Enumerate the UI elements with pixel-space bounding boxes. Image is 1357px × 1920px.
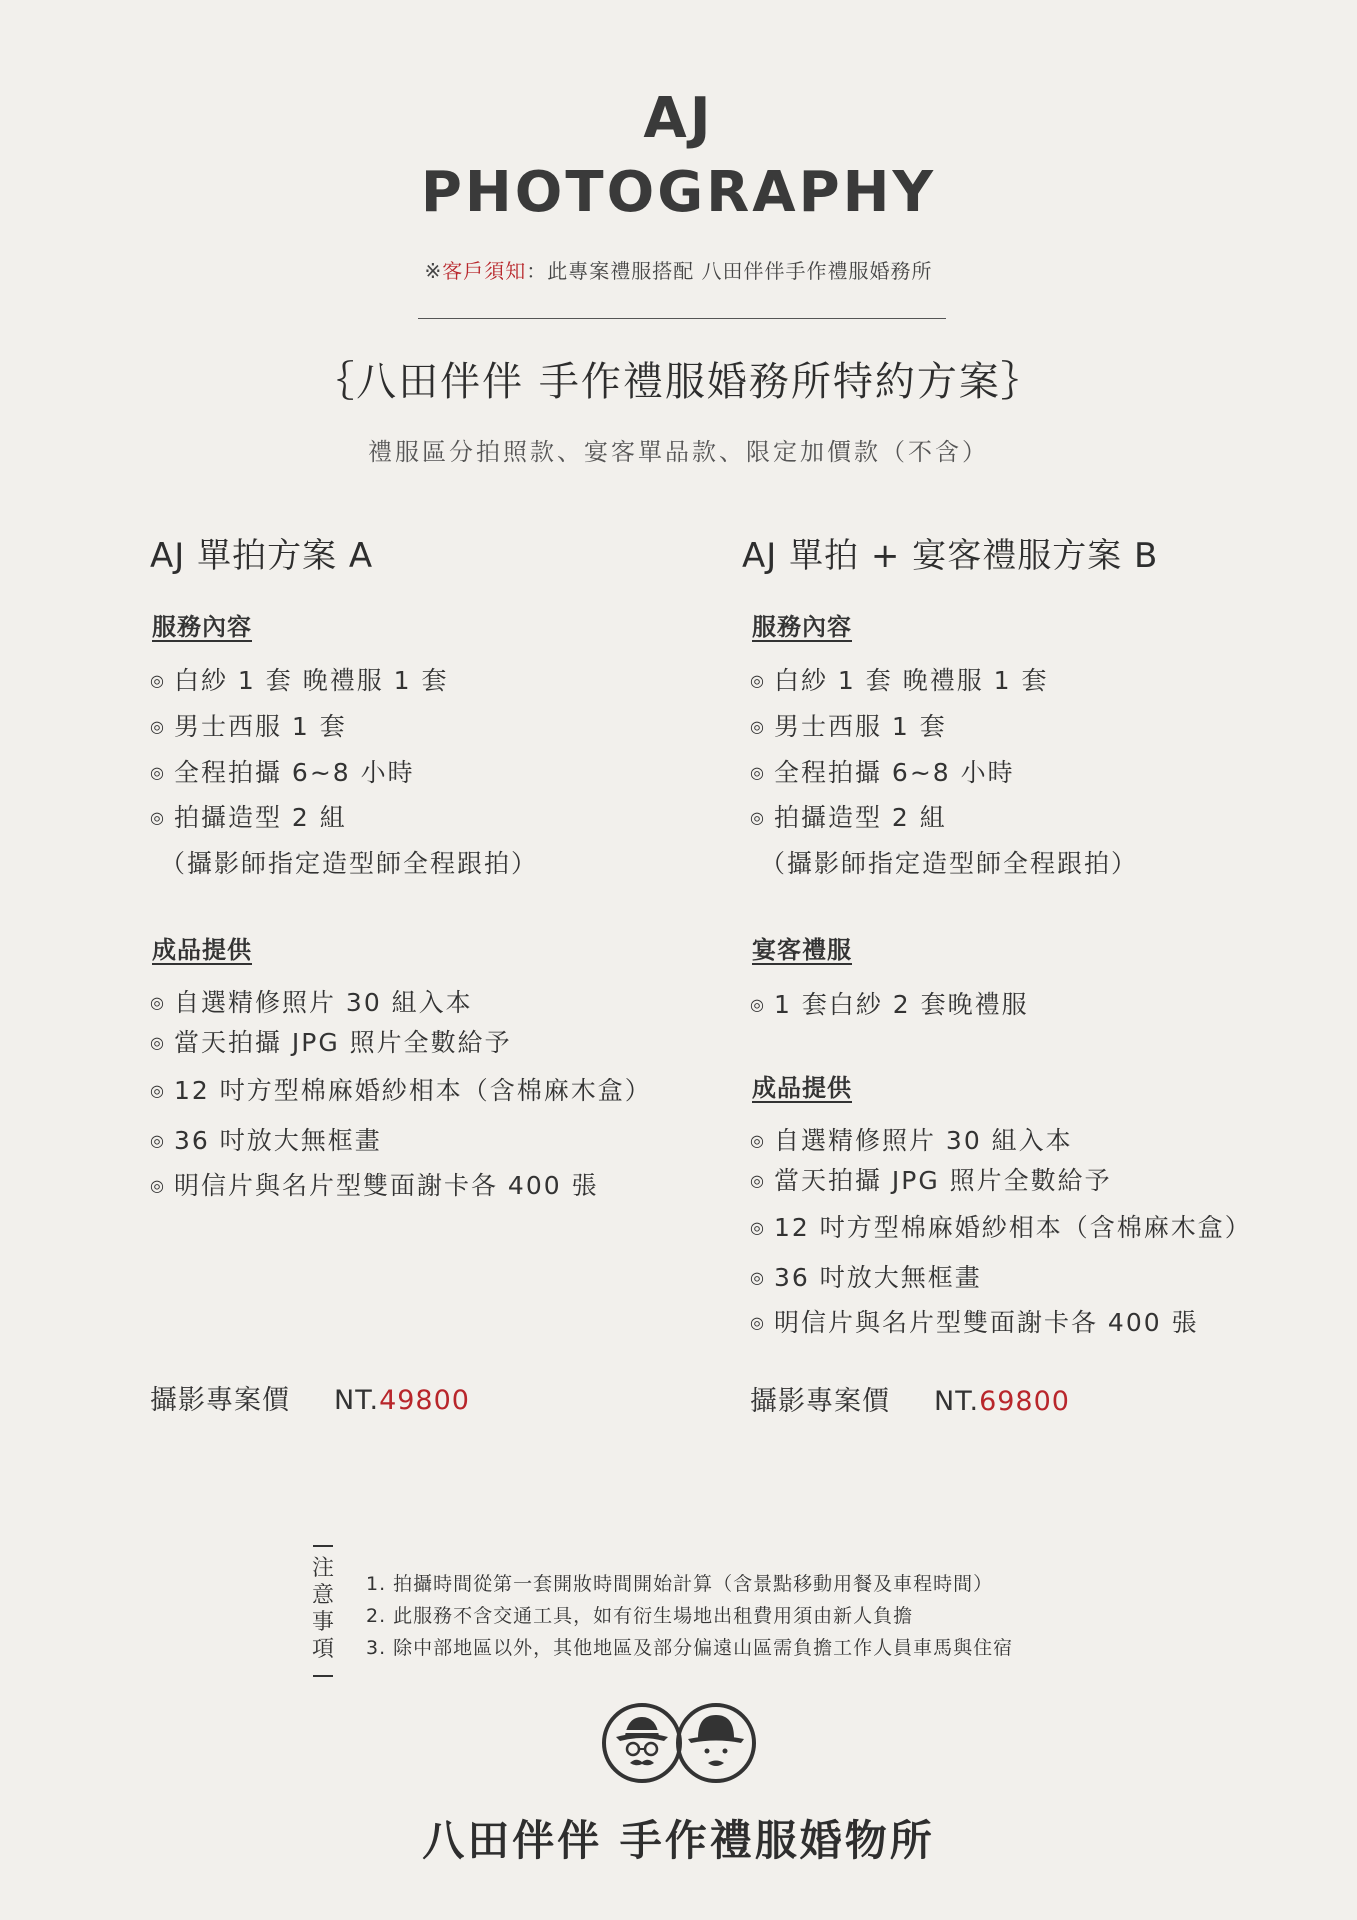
- plan-a-price-prefix: NT.: [334, 1385, 380, 1416]
- plan-b-product-heading: 成品提供: [752, 1074, 852, 1102]
- plan-a-title: AJ 單拍方案 A: [150, 536, 374, 576]
- plan-a-service-note: （攝影師指定造型師全程跟拍）: [160, 849, 539, 878]
- plan-b-service-note: （攝影師指定造型師全程跟拍）: [760, 849, 1139, 878]
- plan-b-price: [750, 1379, 1070, 1418]
- plan-b-banquet-heading: 宴客禮服: [752, 936, 852, 964]
- plan-a-service-item: ◎ 全程拍攝 6~8 小時: [150, 758, 415, 787]
- notice-label: 客戶須知: [442, 259, 527, 283]
- plan-subtitle: 禮服區分拍照款、宴客單品款、限定加價款（不含）: [368, 438, 989, 466]
- brand-title-line1: AJ: [643, 86, 714, 151]
- customer-notice: [0, 255, 1357, 284]
- footer-logo-text: 八田伴伴 手作禮服婚物所: [422, 1816, 935, 1865]
- plan-b-service-item: ◎ 全程拍攝 6~8 小時: [750, 758, 1015, 787]
- plan-a-product-item: ◎ 自選精修照片 30 組入本: [150, 988, 473, 1017]
- header-divider: [418, 318, 946, 319]
- plan-a-product-heading: 成品提供: [152, 936, 252, 964]
- bullet-icon: ◎: [150, 808, 166, 827]
- logo-icon: [602, 1697, 758, 1787]
- plan-b-service-item: ◎ 男士西服 1 套: [750, 712, 947, 741]
- plan-b-product-item: ◎ 12 吋方型棉麻婚紗相本（含棉麻木盒）: [750, 1213, 1252, 1242]
- bullet-icon: ◎: [150, 671, 166, 690]
- notice-prefix: ※: [424, 259, 443, 283]
- plan-b-service-item: ◎ 白紗 1 套 晚禮服 1 套: [750, 666, 1049, 695]
- plan-a-service-item: ◎ 白紗 1 套 晚禮服 1 套: [150, 666, 449, 695]
- bullet-icon: ◎: [750, 671, 766, 690]
- plan-b-price-label: 攝影專案價: [750, 1386, 890, 1417]
- bullet-icon: ◎: [750, 717, 766, 736]
- bullet-icon: ◎: [150, 763, 166, 782]
- plan-b-product-item: ◎ 36 吋放大無框畫: [750, 1263, 982, 1292]
- plan-a-price: [150, 1378, 470, 1417]
- plan-a-product-item: ◎ 當天拍攝 JPG 照片全數給予: [150, 1028, 512, 1057]
- notes-heading-char: 注: [311, 1556, 334, 1581]
- note-item: 2. 此服務不含交通工具，如有衍生場地出租費用須由新人負擔: [366, 1605, 914, 1627]
- plan-a-service-item: ◎ 男士西服 1 套: [150, 712, 347, 741]
- notes-heading-char: 意: [311, 1583, 334, 1608]
- bullet-icon: ◎: [150, 1131, 166, 1150]
- plan-b-service-item: ◎ 拍攝造型 2 組: [750, 803, 947, 832]
- bullet-icon: ◎: [750, 995, 766, 1014]
- plan-b-service-heading: 服務內容: [752, 613, 852, 641]
- notes-heading: [311, 1545, 335, 1677]
- notes-heading-char: 事: [311, 1610, 334, 1635]
- plan-a-service-item: ◎ 拍攝造型 2 組: [150, 803, 347, 832]
- plan-title: ｛八田伴伴 手作禮服婚務所特約方案｝: [314, 359, 1043, 405]
- bullet-icon: ◎: [750, 1268, 766, 1287]
- plan-a-product-item: ◎ 36 吋放大無框畫: [150, 1126, 382, 1155]
- plan-a-service-heading: 服務內容: [152, 613, 252, 641]
- plan-b-product-item: ◎ 明信片與名片型雙面謝卡各 400 張: [750, 1308, 1199, 1337]
- bullet-icon: ◎: [150, 1033, 166, 1052]
- bullet-icon: ◎: [750, 763, 766, 782]
- bullet-icon: ◎: [150, 1176, 166, 1195]
- plan-b-title: AJ 單拍 + 宴客禮服方案 B: [742, 536, 1159, 576]
- brand-title-line2: PHOTOGRAPHY: [420, 160, 937, 225]
- bullet-icon: ◎: [750, 1131, 766, 1150]
- plan-b-price-value: 69800: [979, 1386, 1070, 1417]
- plan-b-price-prefix: NT.: [934, 1386, 980, 1417]
- bullet-icon: ◎: [150, 1081, 166, 1100]
- notes-heading-char: 項: [311, 1637, 334, 1662]
- bullet-icon: ◎: [750, 1171, 766, 1190]
- plan-a-product-item: ◎ 明信片與名片型雙面謝卡各 400 張: [150, 1171, 599, 1200]
- plan-a-product-item: ◎ 12 吋方型棉麻婚紗相本（含棉麻木盒）: [150, 1076, 652, 1105]
- bullet-icon: ◎: [150, 717, 166, 736]
- plan-a-price-value: 49800: [379, 1385, 470, 1416]
- plan-a-price-label: 攝影專案價: [150, 1385, 290, 1416]
- notice-text: ：此專案禮服搭配 八田伴伴手作禮服婚務所: [526, 259, 933, 283]
- plan-b-banquet-item: ◎ 1 套白紗 2 套晚禮服: [750, 990, 1029, 1019]
- plan-b-product-item: ◎ 自選精修照片 30 組入本: [750, 1126, 1073, 1155]
- note-item: 3. 除中部地區以外，其他地區及部分偏遠山區需負擔工作人員車馬與住宿: [366, 1637, 1014, 1659]
- bullet-icon: ◎: [150, 993, 166, 1012]
- bullet-icon: ◎: [750, 808, 766, 827]
- bullet-icon: ◎: [750, 1218, 766, 1237]
- note-item: 1. 拍攝時間從第一套開妝時間開始計算（含景點移動用餐及車程時間）: [366, 1573, 994, 1595]
- bullet-icon: ◎: [750, 1313, 766, 1332]
- plan-b-product-item: ◎ 當天拍攝 JPG 照片全數給予: [750, 1166, 1112, 1195]
